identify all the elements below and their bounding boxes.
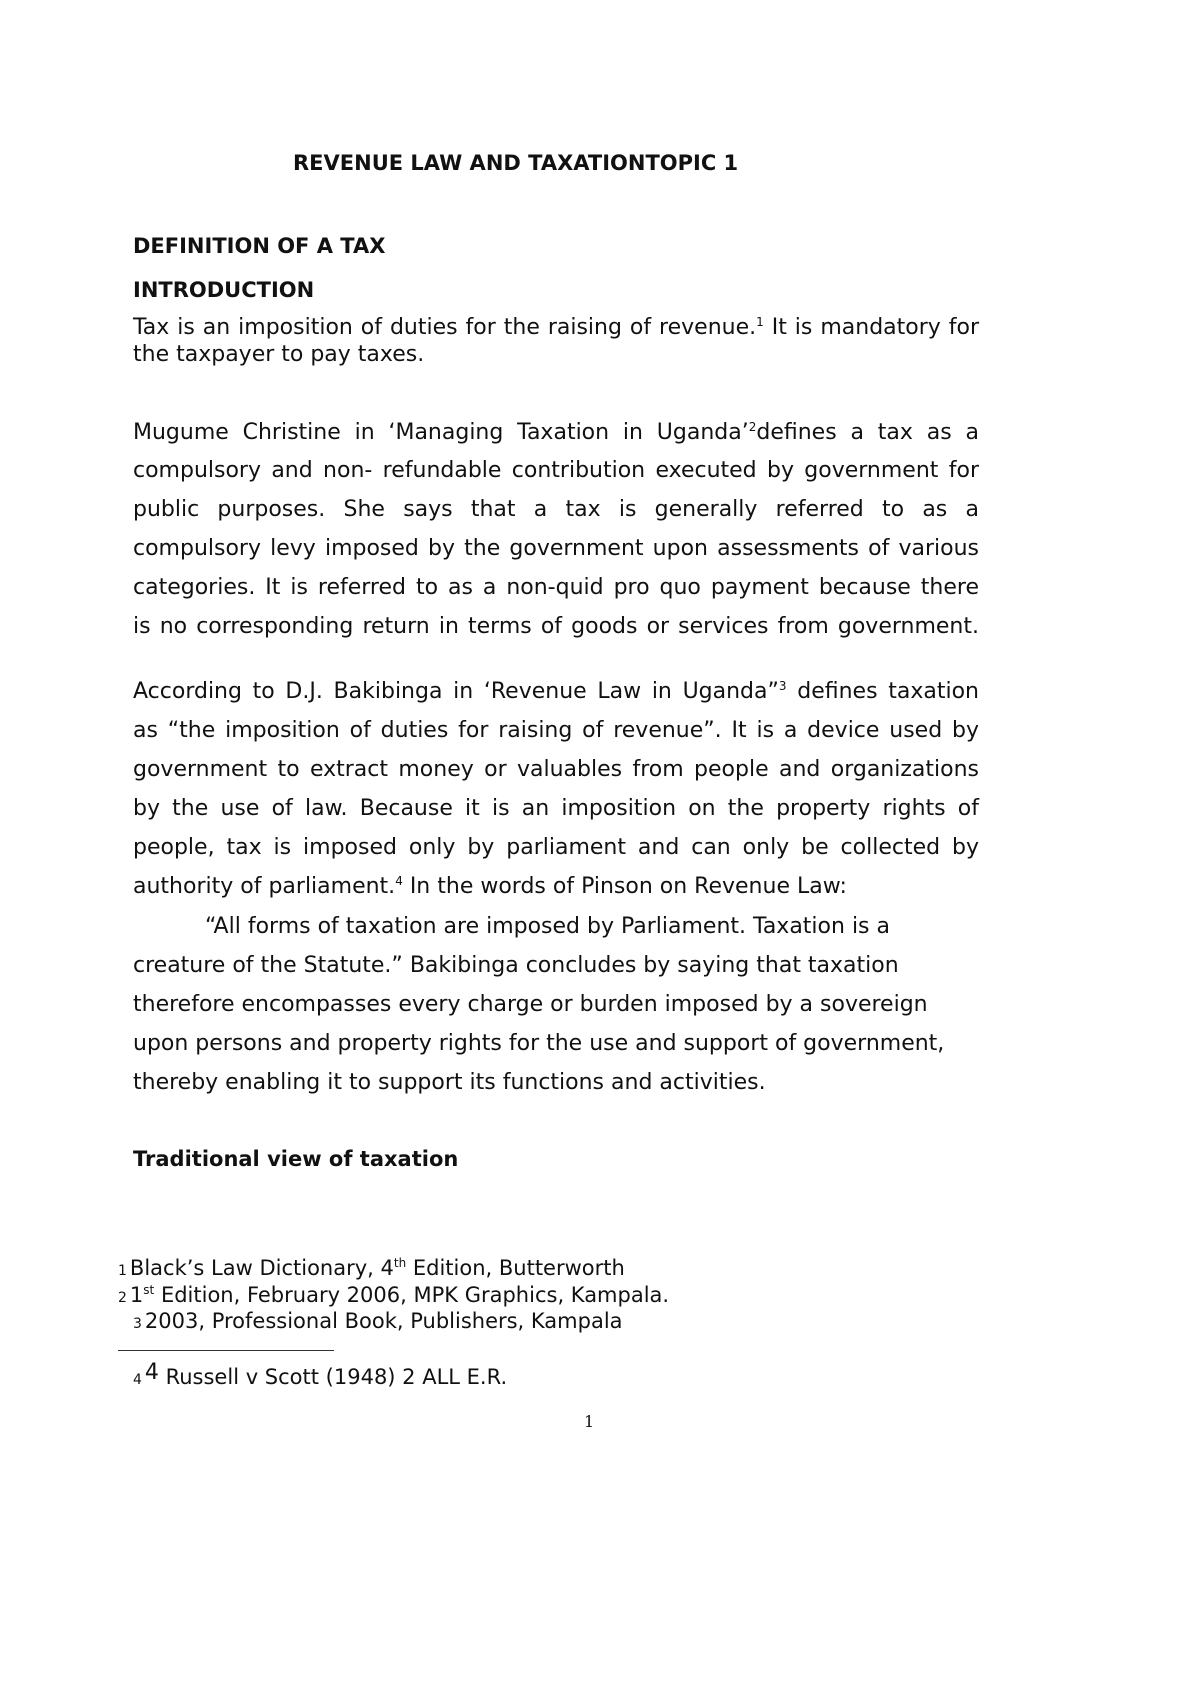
heading-traditional-view: Traditional view of taxation (133, 1147, 459, 1171)
quote-line: “All forms of taxation are imposed by Parliament. Taxation is a (205, 914, 890, 939)
paragraph-line: is no corresponding return in terms of goods or services from government. (133, 614, 979, 639)
paragraph-line: Tax is an imposition of duties for the raising of revenue.$^1$ It is mandatory for (133, 315, 979, 340)
footnote-ref[interactable]: 1 (756, 315, 764, 329)
heading-definition: DEFINITION OF A TAX (133, 234, 386, 258)
paragraph-line: public purposes. She says that a tax is generally referred to as a (133, 497, 979, 522)
paragraph-line: compulsory levy imposed by the government upon assessments of various (133, 536, 979, 561)
document-title: REVENUE LAW AND TAXATIONTOPIC 1 (293, 151, 739, 175)
paragraph-line: Mugume Christine in ‘Managing Taxation in Uganda’$^2$defines a tax as a (133, 420, 979, 445)
heading-introduction: INTRODUCTION (133, 278, 315, 302)
paragraph-line: the taxpayer to pay taxes. (133, 342, 425, 367)
paragraph-line: government to extract money or valuables from people and organizations (133, 757, 979, 782)
paragraph-line: categories. It is referred to as a non-quid pro quo payment because there (133, 575, 979, 600)
footnote-separator (118, 1350, 334, 1351)
footnote-4: 4 4 Russell v Scott (1948) 2 ALL E.R. (133, 1360, 508, 1389)
page-number: 1 (584, 1412, 595, 1431)
paragraph-line: thereby enabling it to support its functions and activities. (133, 1070, 766, 1095)
paragraph-line: authority of parliament.$^4$ In the words of Pinson on Revenue Law: (133, 874, 847, 899)
paragraph-line: people, tax is imposed only by parliament and can only be collected by (133, 835, 979, 860)
paragraph-line: creature of the Statute.” Bakibinga concludes by saying that taxation (133, 953, 899, 978)
footnote-1: 1 Black’s Law Dictionary, 4th Edition, Butterworth (118, 1256, 625, 1280)
paragraph-line: According to D.J. Bakibinga in ‘Revenue Law in Uganda”$^3$ defines taxation (133, 679, 979, 704)
paragraph-line: as “the imposition of duties for raising of revenue”. It is a device used by (133, 718, 979, 743)
paragraph-line: therefore encompasses every charge or burden imposed by a sovereign (133, 992, 928, 1017)
paragraph-line: by the use of law. Because it is an imposition on the property rights of (133, 796, 979, 821)
footnote-ref[interactable]: 3 (778, 679, 787, 693)
paragraph-line: upon persons and property rights for the use and support of government, (133, 1031, 945, 1056)
footnote-ref[interactable]: 2 (748, 420, 757, 434)
footnote-ref[interactable]: 4 (395, 874, 403, 888)
paragraph-line: compulsory and non- refundable contribution executed by government for (133, 458, 979, 483)
footnote-3: 3 2003, Professional Book, Publishers, Kampala (133, 1309, 623, 1333)
footnote-2: 2 1st Edition, February 2006, MPK Graphics, Kampala. (118, 1283, 670, 1307)
